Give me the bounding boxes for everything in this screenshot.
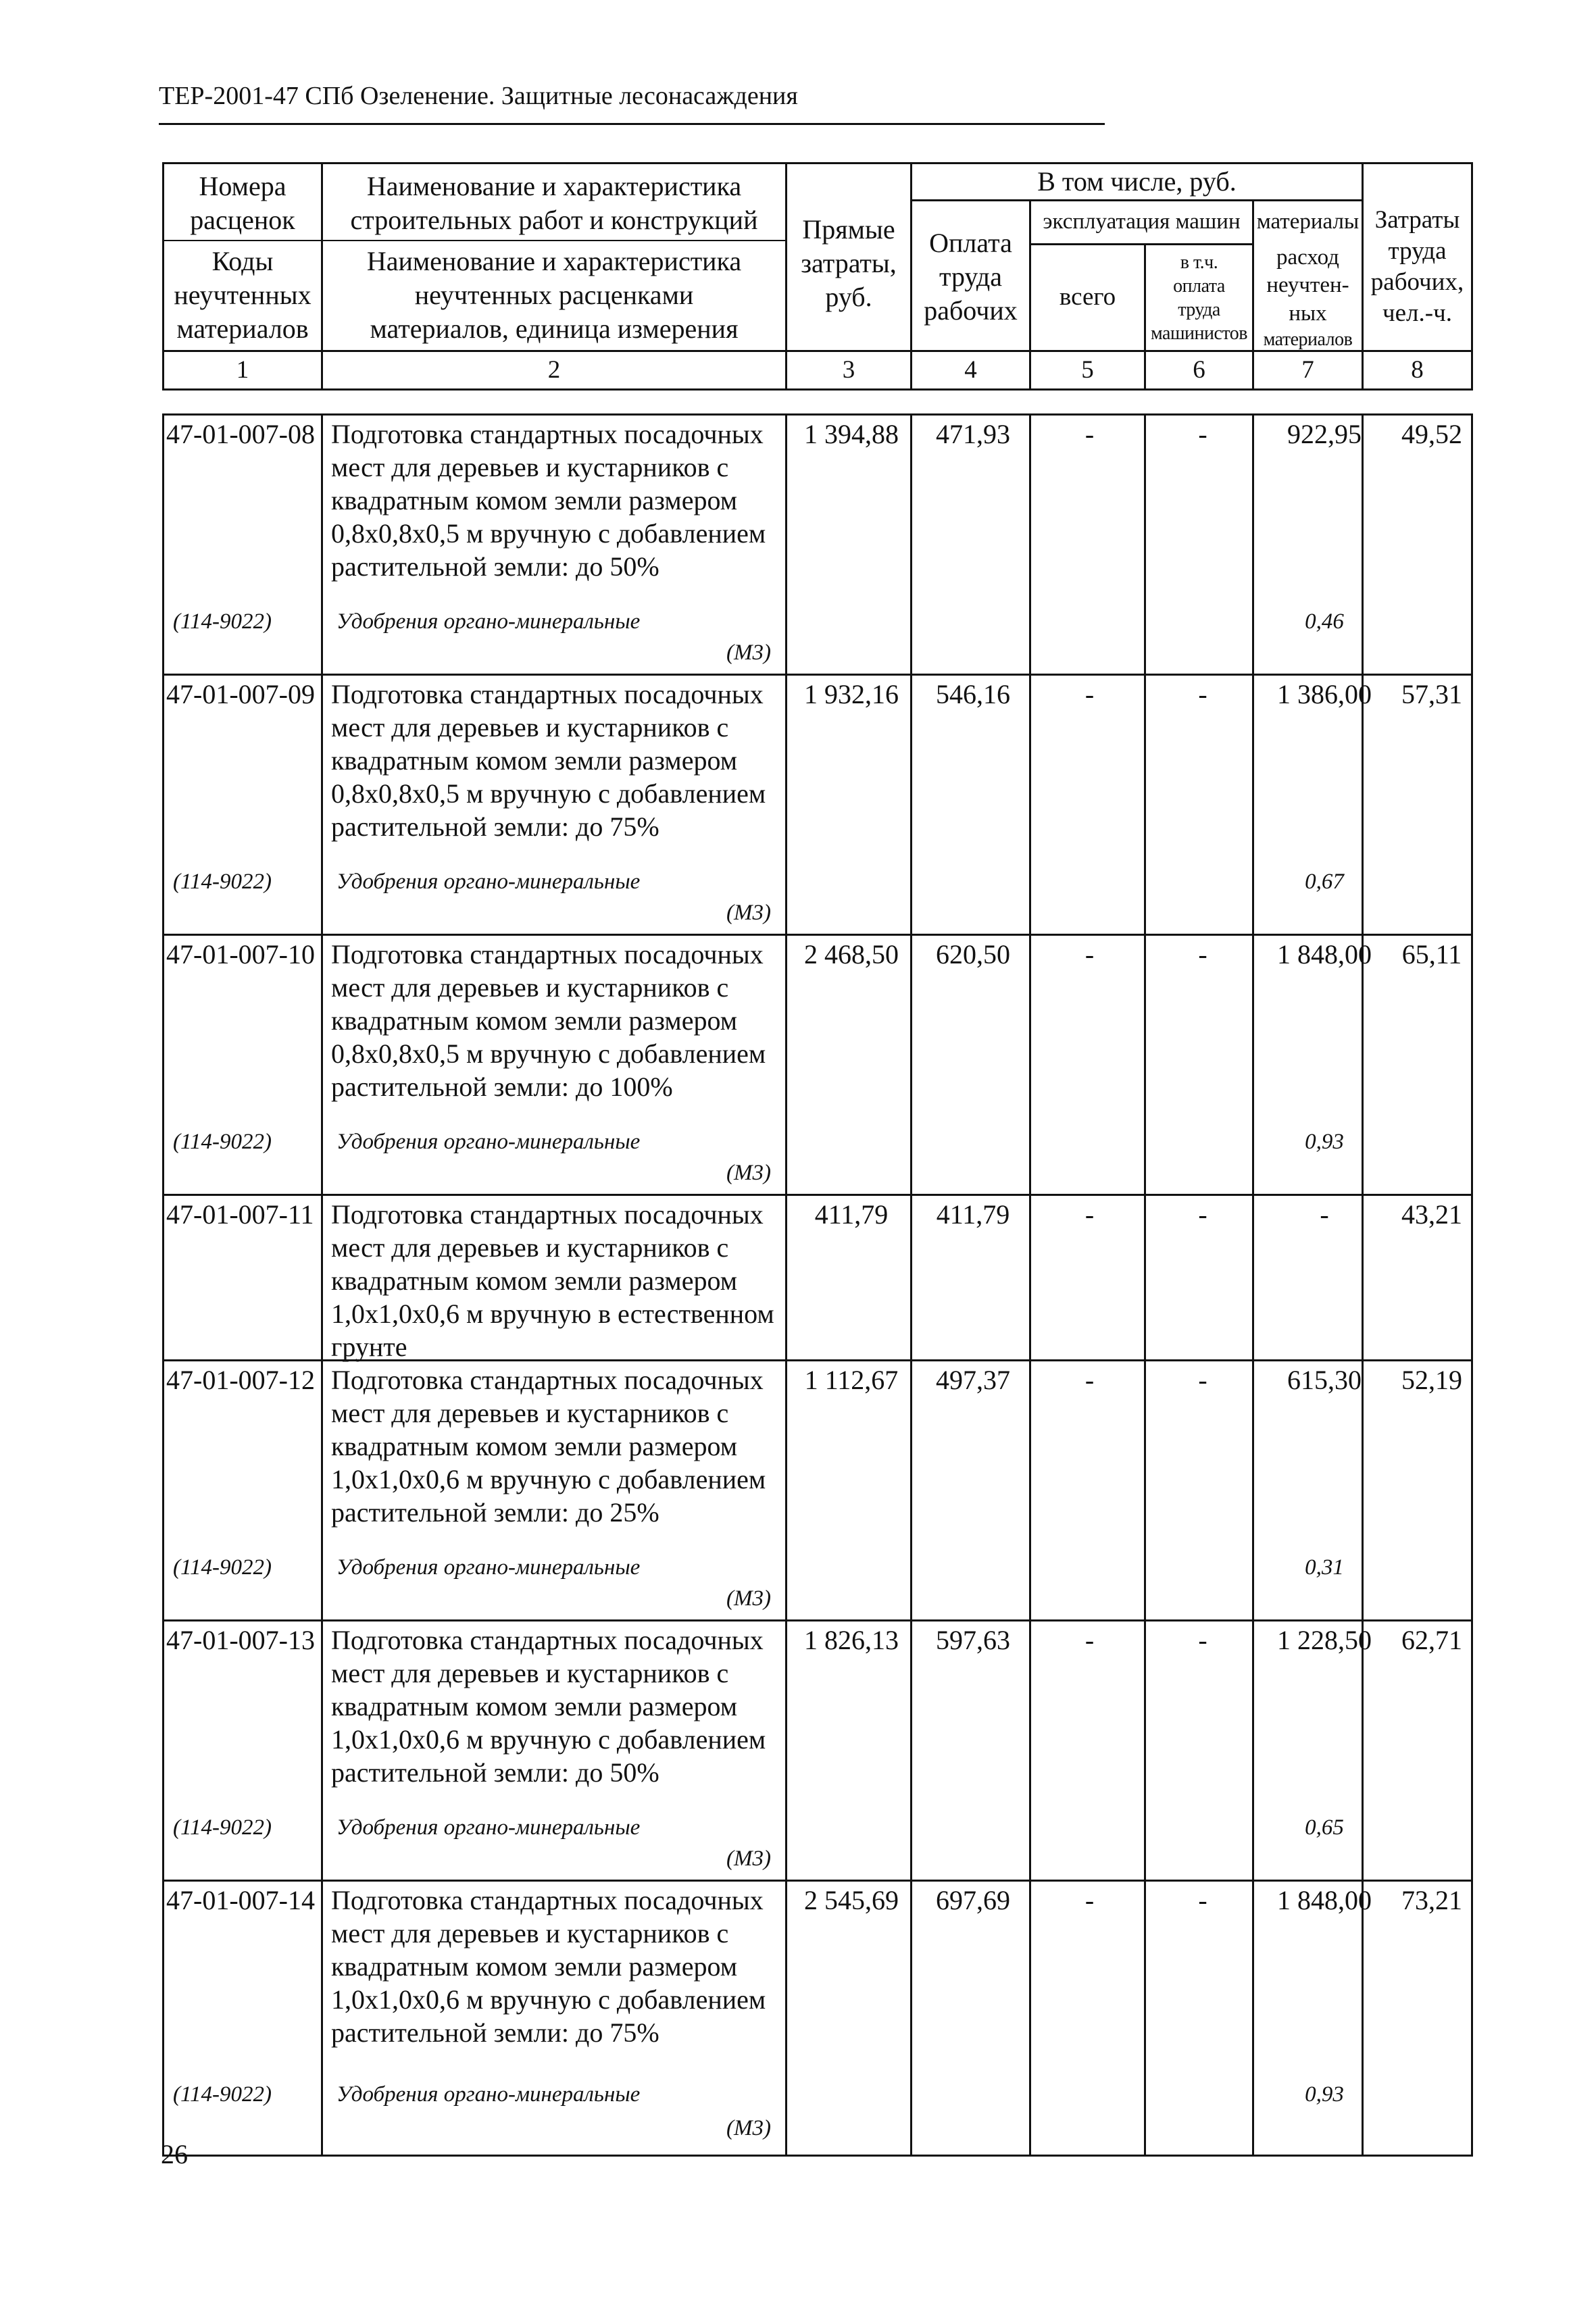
materials-cost: 1 386,00 [1277,679,1372,709]
table-row [162,413,1473,674]
labor-pay: 497,37 [936,1365,1010,1395]
material-unit: (М3) [726,640,771,665]
direct-cost: 1 932,16 [804,679,899,709]
header-text: Прямые [802,214,895,245]
header-text: труда [1178,299,1220,320]
header-text: чел.-ч. [1382,299,1452,328]
header-number: 4 [964,355,977,384]
machinist-pay: - [1198,1625,1207,1655]
direct-cost: 1 826,13 [804,1625,899,1655]
header-number: 3 [842,355,855,384]
rate-code: 47-01-007-13 [166,1625,315,1655]
materials-cost: 615,30 [1287,1365,1362,1395]
machines-total: - [1084,1885,1095,1915]
machines-total: - [1084,679,1095,709]
material-consumption: 0,93 [1305,2082,1344,2107]
material-consumption: 0,65 [1305,1815,1344,1840]
material-name: Удобрения органо-минеральные [336,1555,641,1580]
material-unit: (М3) [726,2116,771,2140]
materials-cost: - [1320,1199,1329,1230]
direct-cost: 2 468,50 [804,939,899,970]
machinist-pay: - [1198,419,1207,449]
machines-total: - [1084,419,1095,449]
material-name: Удобрения органо-минеральные [336,1130,641,1154]
material-consumption: 0,31 [1305,1555,1344,1580]
machines-total: - [1084,1199,1095,1230]
header-text: руб. [825,282,872,312]
work-description: Подготовка стандартных посадочных мест для деревьев и кустарников с квадратным комом земли размером 0,8х0,8х0,5 м вручную с добавлением растительной земли: до 75% [331,679,766,842]
header-text: материалов [176,313,309,344]
labor-hours: 49,52 [1401,419,1462,449]
table-row [162,934,1473,1194]
material-name: Удобрения органо-минеральные [336,1815,641,1840]
header-text: Коды [211,246,274,276]
materials-cost: 1 228,50 [1277,1625,1372,1655]
table-row [162,1194,1473,1362]
header-col8 [1364,189,1471,345]
header-number: 7 [1301,355,1314,384]
material-name: Удобрения органо-минеральные [336,870,641,894]
header-text: расход [1276,245,1339,270]
material-unit: (М3) [726,901,771,925]
header-text: строительных работ и конструкций [350,204,758,235]
machines-total: - [1084,1625,1095,1655]
table-row [162,1359,1473,1619]
page-number: 26 [161,2139,188,2169]
header-text: ных [1289,301,1327,326]
header-text: труда [939,261,1003,292]
machines-total: - [1084,939,1095,970]
rate-code: 47-01-007-11 [166,1199,314,1230]
materials-cost: 922,95 [1287,419,1362,449]
title-rule [159,123,1105,125]
work-description: Подготовка стандартных посадочных мест для деревьев и кустарников с квадратным комом земли размером 1,0х1,0х0,6 м вручную с добавлением растительной земли: до 25% [331,1365,766,1528]
header-text: Наименование и характеристика [366,170,742,201]
header-col7 [1254,245,1362,350]
work-description: Подготовка стандартных посадочных мест для деревьев и кустарников с квадратным комом земли размером 1,0х1,0х0,6 м вручную с добавлением растительной земли: до 50% [331,1625,766,1788]
header-text: неучтенных расценками [414,280,694,310]
document-title: ТЕР-2001-47 СПб Озеленение. Защитные лесонасаждения [159,82,798,110]
header-text: труда [1388,236,1447,265]
material-consumption: 0,93 [1305,1130,1344,1154]
rate-code: 47-01-007-08 [166,419,315,449]
work-description: Подготовка стандартных посадочных мест для деревьев и кустарников с квадратным комом земли размером 1,0х1,0х0,6 м вручную в естественном грунте [331,1199,774,1362]
labor-hours: 65,11 [1401,939,1462,970]
header-number: 1 [236,355,249,384]
header-number: 8 [1411,355,1424,384]
table-border-bottom [162,2155,1473,2157]
header-col2-bottom [323,242,785,349]
header-text: рабочих, [1370,268,1464,296]
table-row [162,1880,1473,2155]
direct-cost: 1 394,88 [804,419,899,449]
materials-cost: 1 848,00 [1277,1885,1372,1915]
header-col1-bottom [164,242,321,349]
material-unit: (М3) [726,1586,771,1611]
header-number: 5 [1081,355,1094,384]
work-description: Подготовка стандартных посадочных мест для деревьев и кустарников с квадратным комом земли размером 0,8х0,8х0,5 м вручную с добавлением растительной земли: до 100% [331,939,766,1102]
header-text: неучтенных [174,280,311,310]
header-col5: всего [1059,283,1116,311]
header-hline [323,240,785,241]
table-header [162,162,1473,391]
header-text: Оплата [929,228,1012,258]
header-text: машинистов [1151,322,1247,344]
materials-cost: 1 848,00 [1277,939,1372,970]
header-hline [162,240,321,241]
labor-hours: 73,21 [1401,1885,1462,1915]
material-code: (114-9022) [173,870,272,894]
header-text: затраты, [801,248,897,278]
header-text: неучтен- [1266,273,1349,298]
header-text: оплата [1173,275,1225,297]
header-border-bottom [162,388,1473,391]
machinist-pay: - [1198,1365,1207,1395]
header-text: Номера [199,170,286,201]
header-col1-top [164,168,321,238]
material-code: (114-9022) [173,1130,272,1154]
material-name: Удобрения органо-минеральные [336,609,641,634]
material-code: (114-9022) [173,609,272,634]
header-text: материалов, единица измерения [370,313,739,344]
rate-code: 47-01-007-12 [166,1365,315,1395]
labor-pay: 471,93 [936,419,1010,449]
header-text: материалов [1263,328,1353,350]
direct-cost: 2 545,69 [804,1885,899,1915]
header-col3 [787,203,910,324]
machinist-pay: - [1198,1885,1207,1915]
direct-cost: 411,79 [814,1199,889,1230]
labor-pay: 411,79 [936,1199,1010,1230]
table-row [162,674,1473,934]
work-description: Подготовка стандартных посадочных мест для деревьев и кустарников с квадратным комом земли размером 1,0х1,0х0,6 м вручную с добавлением растительной земли: до 75% [331,1885,766,2048]
header-number: 6 [1193,355,1205,384]
machines-total: - [1084,1365,1095,1395]
material-code: (114-9022) [173,2082,272,2107]
header-col6 [1146,245,1252,350]
material-unit: (М3) [726,1161,771,1185]
rate-code: 47-01-007-14 [166,1885,315,1915]
work-description: Подготовка стандартных посадочных мест для деревьев и кустарников с квадратным комом земли размером 0,8х0,8х0,5 м вручную с добавлением растительной земли: до 50% [331,419,766,582]
material-consumption: 0,67 [1305,870,1344,894]
header-text: Затраты [1374,205,1460,234]
machinist-pay: - [1198,939,1207,970]
direct-cost: 1 112,67 [804,1365,899,1395]
labor-pay: 697,69 [936,1885,1010,1915]
labor-pay: 597,63 [936,1625,1010,1655]
labor-pay: 546,16 [936,679,1010,709]
labor-hours: 57,31 [1401,679,1462,709]
labor-hours: 62,71 [1401,1625,1462,1655]
machinist-pay: - [1198,1199,1207,1230]
header-materials: материалы [1256,209,1360,234]
header-text: Наименование и характеристика [366,246,742,276]
machinist-pay: - [1198,679,1207,709]
labor-pay: 620,50 [936,939,1010,970]
header-text: рабочих [924,295,1018,326]
material-code: (114-9022) [173,1815,272,1840]
material-code: (114-9022) [173,1555,272,1580]
rates-table [162,413,1473,2157]
rate-code: 47-01-007-10 [166,939,315,970]
header-number: 2 [547,355,561,384]
header-border-right [1471,162,1473,391]
material-name: Удобрения органо-минеральные [336,2082,641,2107]
header-machines: эксплуатация машин [1043,209,1241,234]
material-unit: (М3) [726,1846,771,1871]
header-group-label: В том числе, руб. [1037,166,1237,197]
header-text: в т.ч. [1180,251,1218,273]
header-col4 [912,209,1029,345]
header-text: расценок [190,204,295,235]
rate-code: 47-01-007-09 [166,679,315,709]
header-col2-top [323,168,785,238]
material-consumption: 0,46 [1305,609,1344,634]
labor-hours: 43,21 [1401,1199,1462,1230]
labor-hours: 52,19 [1401,1365,1462,1395]
table-row [162,1619,1473,1880]
